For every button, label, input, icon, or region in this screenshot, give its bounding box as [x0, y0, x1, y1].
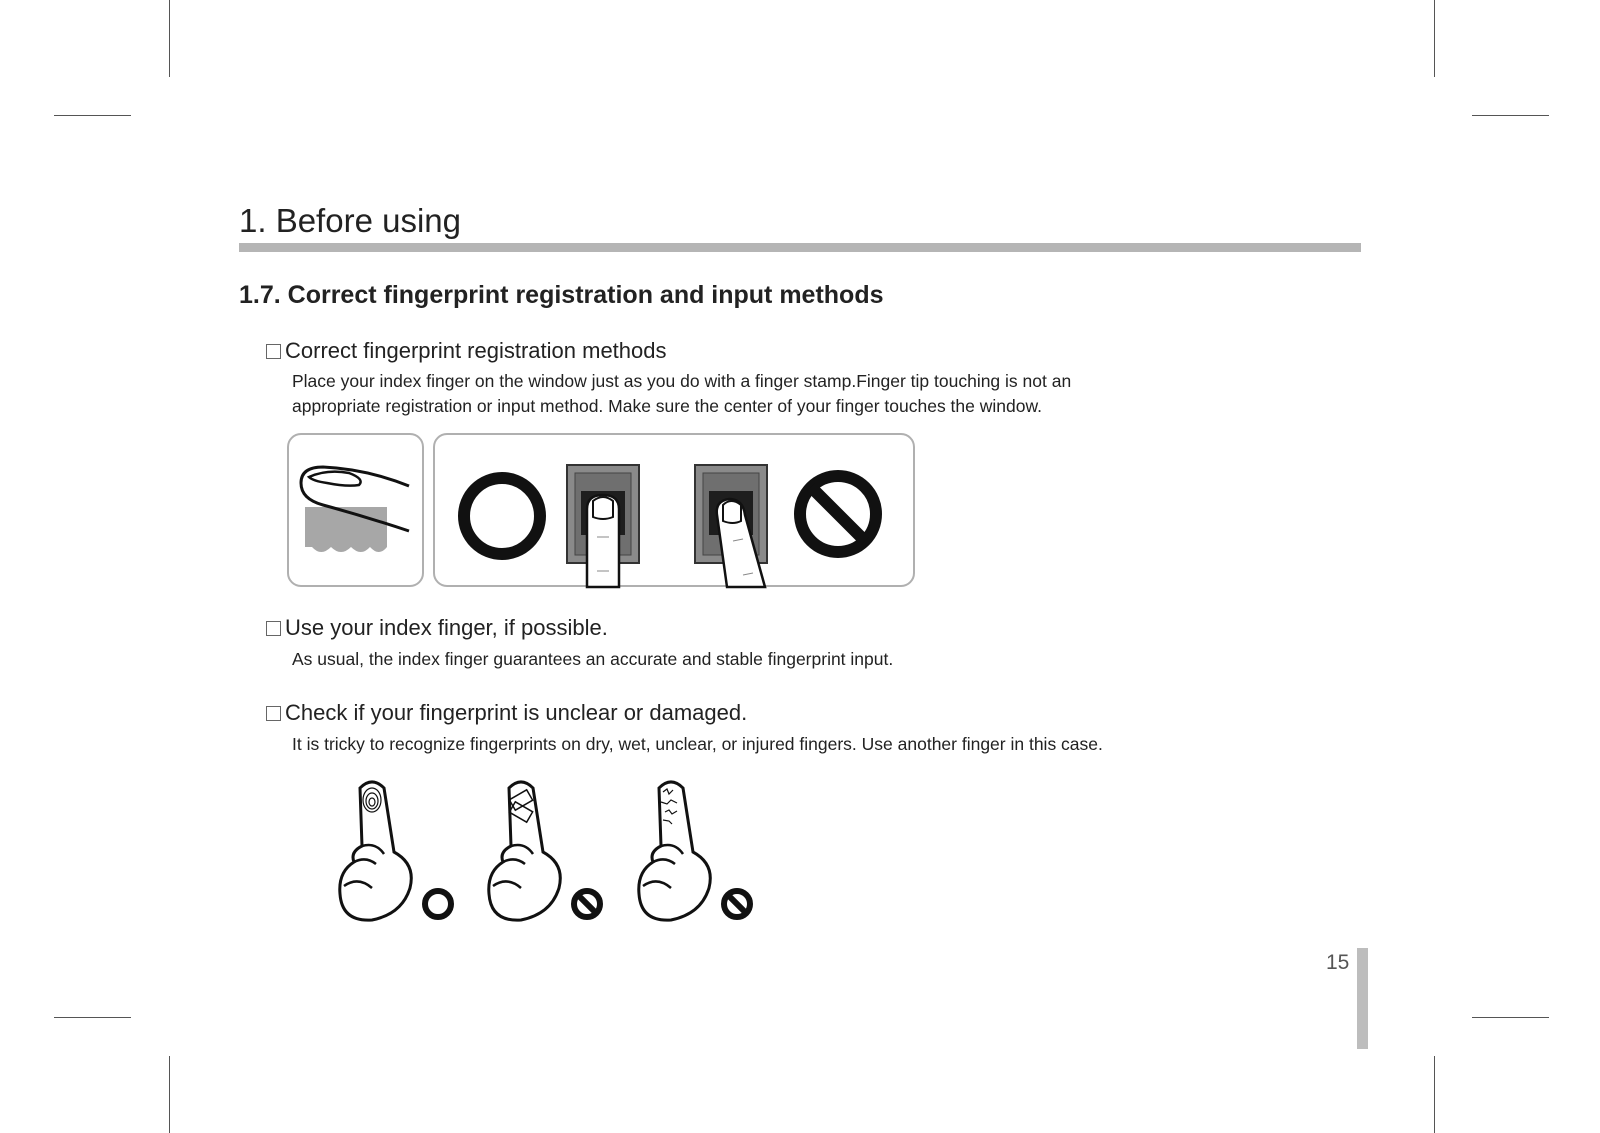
title-rule [239, 243, 1361, 252]
item-heading-registration [266, 340, 667, 362]
hand-dirty-finger-icon [631, 776, 756, 926]
page-tab [1357, 948, 1368, 1049]
item-body-line: It is tricky to recognize fingerprints on dry, wet, unclear, or injured fingers. Use another finger in this case. [292, 734, 1103, 754]
item-heading-text: Check if your fingerprint is unclear or damaged. [285, 700, 748, 725]
sensor-finger-flat-icon [565, 463, 641, 587]
sensor-placement-figure [433, 433, 915, 587]
crop-mark [1434, 1056, 1435, 1133]
page-number: 15 [1326, 951, 1350, 974]
checkbox-icon [266, 344, 281, 359]
crop-mark [169, 0, 170, 77]
hand-bandaged-finger-icon [481, 776, 606, 926]
crop-mark [1472, 1017, 1549, 1018]
chapter-title: 1. Before using [239, 202, 461, 239]
correct-circle-icon [455, 469, 549, 563]
crop-mark [169, 1056, 170, 1133]
item-heading-text: Correct fingerprint registration methods [285, 338, 667, 363]
item-heading-text: Use your index finger, if possible. [285, 615, 608, 640]
hand-clear-fingerprint-icon [332, 776, 457, 926]
item-heading-damaged [266, 702, 747, 724]
crop-mark [54, 1017, 131, 1018]
prohibited-icon [791, 467, 885, 561]
section-title: 1.7. Correct fingerprint registration and input methods [239, 281, 884, 309]
finger-side-view-icon [287, 433, 424, 587]
crop-mark [1434, 0, 1435, 77]
finger-side-view-figure [287, 433, 424, 587]
sensor-finger-tip-icon [693, 463, 783, 587]
checkbox-icon [266, 621, 281, 636]
item-heading-index-finger [266, 617, 608, 639]
checkbox-icon [266, 706, 281, 721]
item-body-line: appropriate registration or input method. Make sure the center of your finger touches the window. [292, 396, 1043, 416]
crop-mark [54, 115, 131, 116]
item-body-line: As usual, the index finger guarantees an accurate and stable fingerprint input. [292, 649, 894, 669]
item-body-line: Place your index finger on the window just as you do with a finger stamp.Finger tip touching is not an [292, 371, 1072, 391]
crop-mark [1472, 115, 1549, 116]
